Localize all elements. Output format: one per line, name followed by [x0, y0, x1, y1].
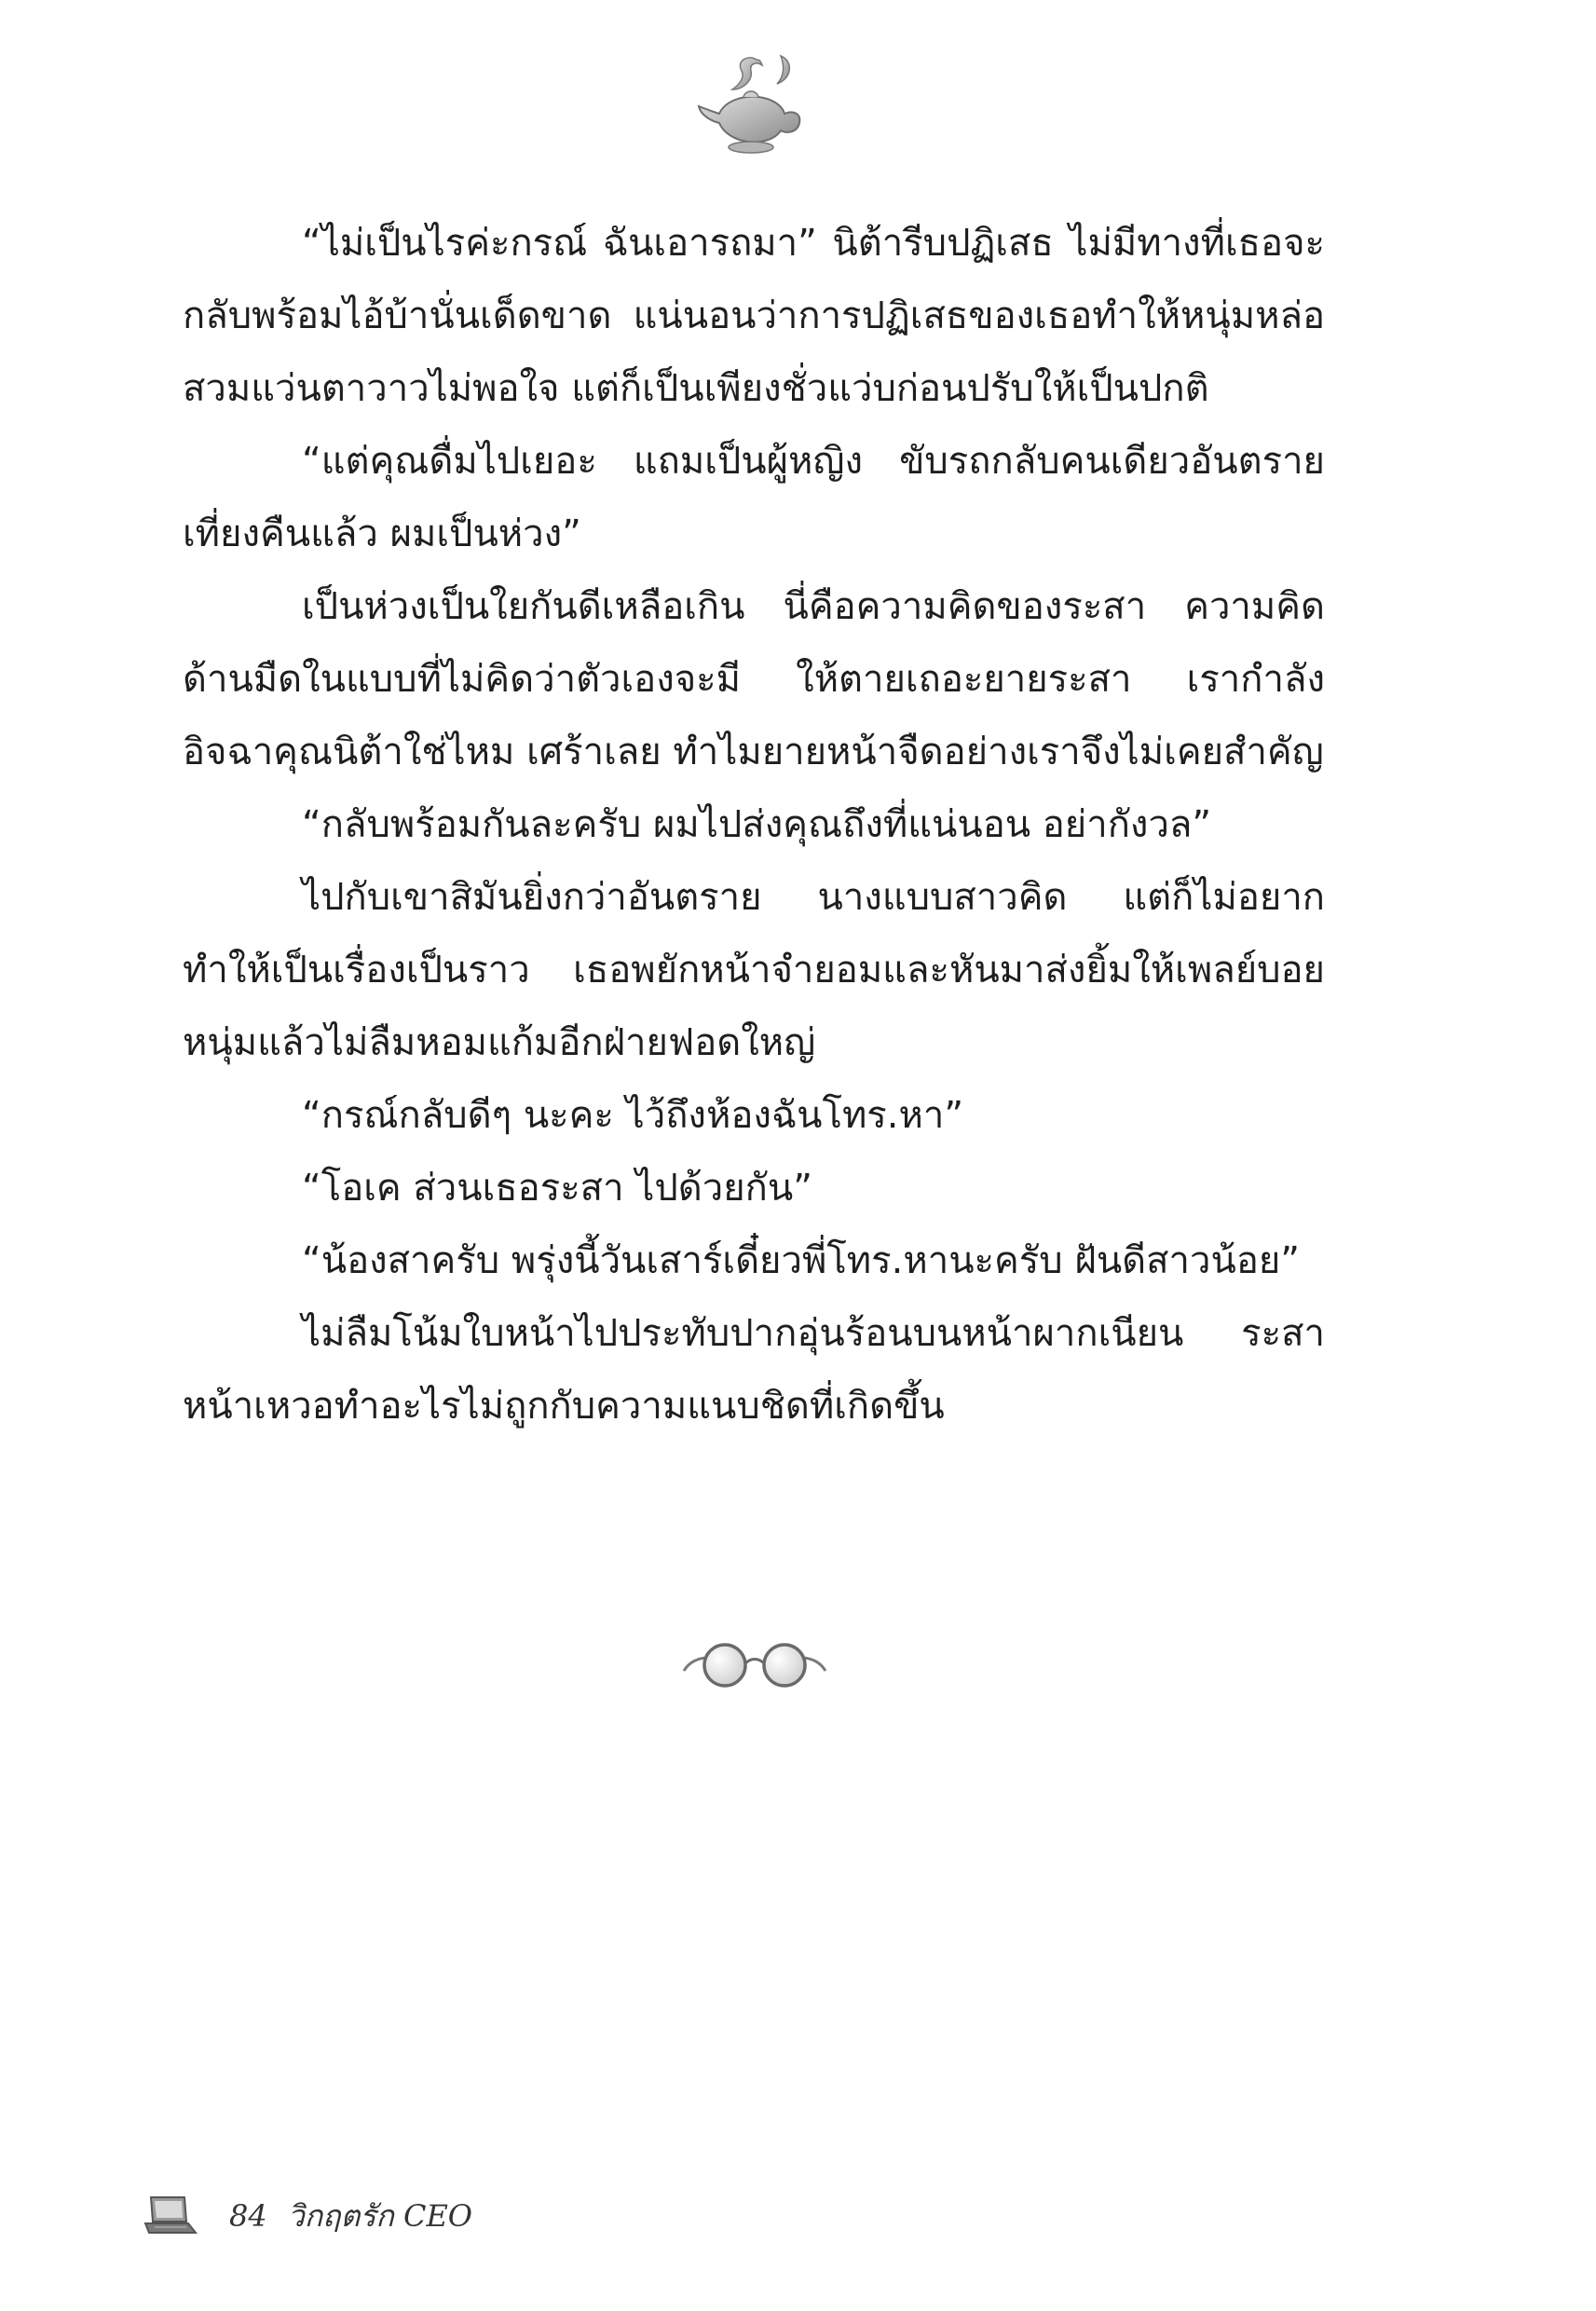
paragraph: “โอเค ส่วนเธอระสา ไปด้วยกัน”: [302, 1167, 812, 1210]
eyeglasses-icon: [680, 1635, 829, 1691]
book-title: วิกฤตรัก CEO: [287, 2197, 473, 2234]
paragraph: “ไม่เป็นไรค่ะกรณ์ ฉันเอารถมา” นิต้ารีบปฏิเสธ ไม่มีทางที่เธอจะกลับพร้อมไอ้บ้านั่นเด็ดขาด แน่นอนว่าการปฏิเสธของเธอทำให้หนุ่มหล่อสวมแว่นตาวาวไม่พอใจ แต่ก็เป็นเพียงชั่วแว่บก่อนปรับให้เป็นปกติ: [183, 222, 1325, 410]
page-number: 84: [229, 2198, 267, 2234]
paragraph: “แต่คุณดื่มไปเยอะ แถมเป็นผู้หญิง ขับรถกลับคนเดียวอันตรายเที่ยงคืนแล้ว ผมเป็นห่วง”: [183, 440, 1325, 555]
paragraph: ไปกับเขาสิมันยิ่งกว่าอันตราย นางแบบสาวคิด แต่ก็ไม่อยากทำให้เป็นเรื่องเป็นราว เธอพยักหน้าจำยอมและหันมาส่งยิ้มให้เพลย์บอยหนุ่มแล้วไม่ลืมหอมแก้มอีกฝ่ายฟอดใหญ่: [183, 876, 1325, 1064]
paragraph: “น้องสาครับ พรุ่งนี้วันเสาร์เดี๋ยวพี่โทร.หานะครับ ฝันดีสาวน้อย”: [302, 1239, 1300, 1282]
story-body: [183, 207, 1325, 1443]
paragraph: “กลับพร้อมกันละครับ ผมไปส่งคุณถึงที่แน่นอน อย่ากังวล”: [302, 803, 1212, 846]
paragraph: “กรณ์กลับดีๆ นะคะ ไว้ถึงห้องฉันโทร.หา”: [302, 1094, 964, 1137]
paragraph: ไม่ลืมโน้มใบหน้าไปประทับปากอุ่นร้อนบนหน้าผากเนียน ระสาหน้าเหวอทำอะไรไม่ถูกกับความแนบชิดที่เกิดขึ้น: [183, 1312, 1325, 1428]
page-footer: [140, 2188, 472, 2244]
genie-lamp-icon: [691, 48, 812, 160]
laptop-icon: [140, 2194, 198, 2238]
paragraph: เป็นห่วงเป็นใยกันดีเหลือเกิน นี่คือความคิดของระสา ความคิดด้านมืดในแบบที่ไม่คิดว่าตัวเองจะมี ให้ตายเถอะยายระสา เรากำลังอิจฉาคุณนิต้าใช่ไหม เศร้าเลย ทำไมยายหน้าจืดอย่างเราจึงไม่เคยสำคัญ: [183, 585, 1325, 773]
